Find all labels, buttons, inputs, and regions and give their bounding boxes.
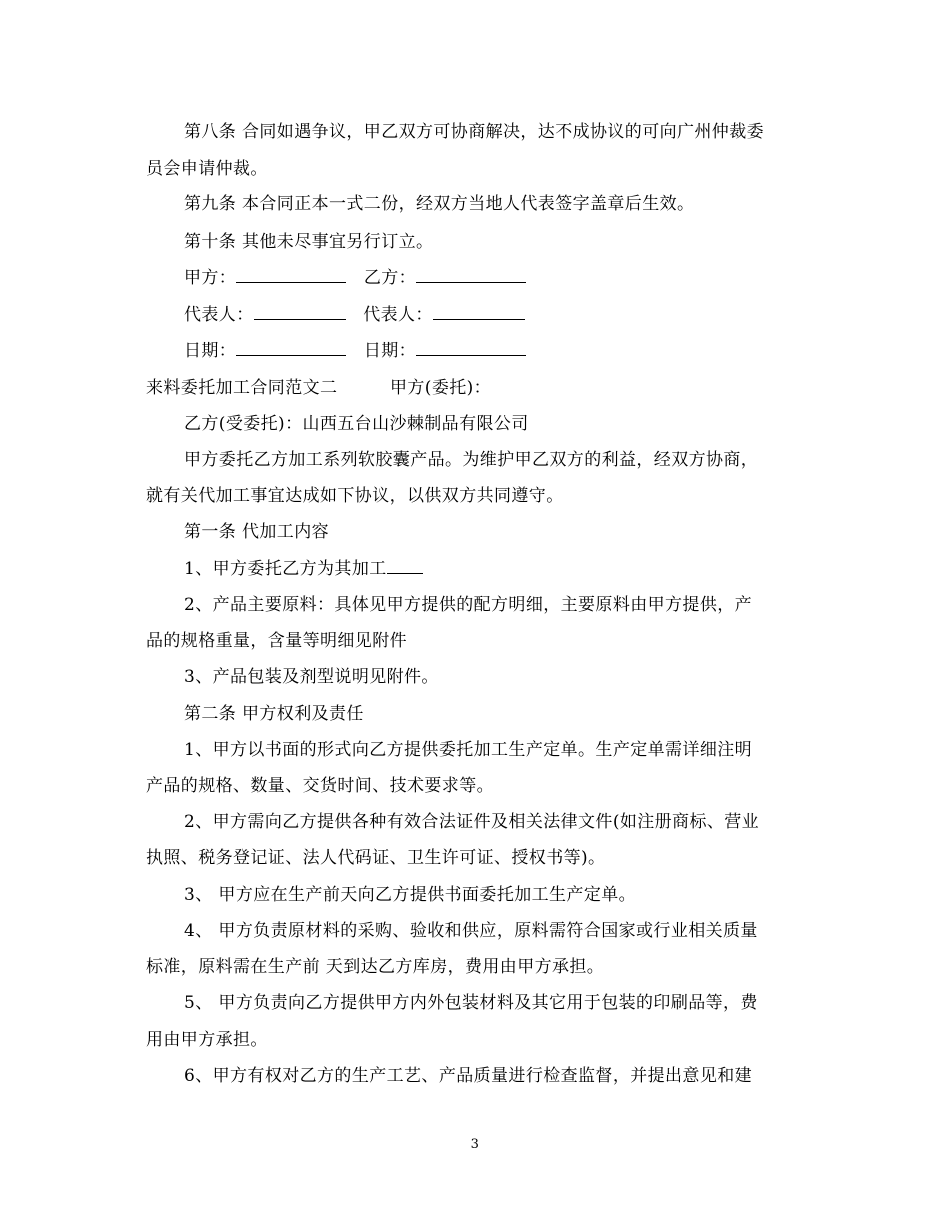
article-1-item-1: [184, 558, 423, 580]
article-1-item-3: 3、产品包装及剂型说明见附件。: [184, 667, 439, 687]
signature-row-date: [184, 340, 526, 362]
date-a-blank: [236, 340, 346, 356]
date-a-label: 日期：: [184, 341, 237, 361]
party-a-blank: [236, 267, 346, 283]
party-b-label: 乙方：: [363, 268, 417, 288]
signature-row-representative: [184, 304, 525, 326]
article-10: 第十条 其他未尽事宜另行订立。: [184, 232, 434, 252]
intro-line-2: 就有关代加工事宜达成如下协议，以供双方共同遵守。: [146, 486, 564, 506]
rep-a-label: 代表人：: [184, 305, 254, 325]
article-2-heading: 第二条 甲方权利及责任: [184, 704, 364, 724]
article-8-line-2: 员会申请仲裁。: [146, 159, 268, 179]
article-2-item-5-line-2: 用由甲方承担。: [146, 1030, 268, 1050]
article-2-item-6-line-1: 6、甲方有权对乙方的生产工艺、产品质量进行检查监督，并提出意见和建: [184, 1066, 753, 1086]
rep-b-blank: [433, 304, 525, 320]
party-a-entrusting: 甲方(委托)：: [390, 378, 492, 398]
party-a-label: 甲方：: [184, 268, 237, 288]
intro-line-1: 甲方委托乙方加工系列软胶囊产品。为维护甲乙双方的利益，经双方协商，: [184, 450, 759, 470]
article-2-item-5-line-1: 5、 甲方负责向乙方提供甲方内外包装材料及其它用于包装的印刷品等，费: [184, 993, 758, 1013]
article-2-item-3: 3、 甲方应在生产前天向乙方提供书面委托加工生产定单。: [184, 885, 637, 905]
article-2-item-1-line-2: 产品的规格、数量、交货时间、技术要求等。: [146, 776, 494, 796]
rep-a-blank: [254, 304, 346, 320]
article-1-item-2-line-1: 2、产品主要原料：具体见甲方提供的配方明细，主要原料由甲方提供，产: [184, 595, 753, 615]
article-1-heading: 第一条 代加工内容: [184, 522, 330, 542]
rep-b-label: 代表人：: [363, 305, 433, 325]
page-number: 3: [470, 1137, 480, 1152]
date-b-label: 日期：: [363, 341, 417, 361]
party-b-entrusted: 乙方(受委托)：山西五台山沙棘制品有限公司: [184, 414, 529, 434]
article-2-item-4-line-1: 4、 甲方负责原材料的采购、验收和供应，原料需符合国家或行业相关质量: [184, 921, 758, 941]
article-8-line-1: 第八条 合同如遇争议，甲乙双方可协商解决，达不成协议的可向广州仲裁委: [184, 122, 765, 142]
article-2-item-2-line-2: 执照、税务登记证、法人代码证、卫生许可证、授权书等)。: [146, 848, 606, 868]
item-1-text: 1、甲方委托乙方为其加工: [184, 559, 387, 579]
article-2-item-1-line-1: 1、甲方以书面的形式向乙方提供委托加工生产定单。生产定单需详细注明: [184, 740, 753, 760]
item-1-blank: [387, 558, 423, 574]
signature-row-party: [184, 267, 526, 289]
date-b-blank: [416, 340, 526, 356]
section-title: 来料委托加工合同范文二: [146, 378, 338, 398]
party-b-blank: [416, 267, 526, 283]
article-2-item-2-line-1: 2、甲方需向乙方提供各种有效合法证件及相关法律文件(如注册商标、营业: [184, 812, 760, 832]
article-1-item-2-line-2: 品的规格重量，含量等明细见附件: [146, 631, 407, 651]
article-2-item-4-line-2: 标准，原料需在生产前 天到达乙方库房，费用由甲方承担。: [146, 957, 605, 977]
article-9: 第九条 本合同正本一式二份，经双方当地人代表签字盖章后生效。: [184, 194, 695, 214]
